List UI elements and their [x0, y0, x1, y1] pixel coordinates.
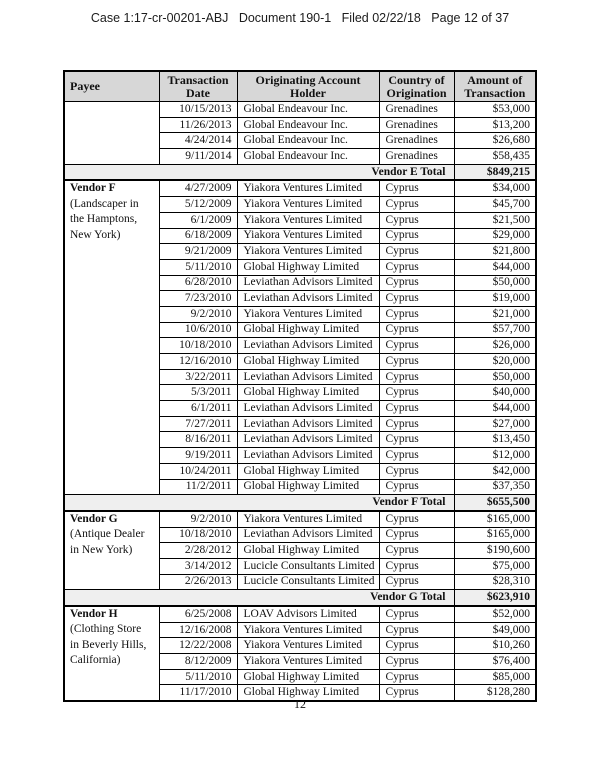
country-cell: Cyprus	[379, 244, 454, 260]
amount-cell: $37,350	[454, 479, 536, 495]
column-header-line: Amount of	[467, 73, 523, 87]
country-cell: Cyprus	[379, 448, 454, 464]
transaction-date-cell: 2/26/2013	[159, 574, 237, 590]
column-header	[379, 71, 454, 102]
table-header-row	[64, 71, 536, 102]
account-holder-cell: Leviathan Advisors Limited	[237, 275, 379, 291]
vendor-total-amount: $655,500	[454, 495, 536, 511]
payee-description-line: (Antique Dealer	[70, 528, 145, 541]
transaction-date-cell: 11/2/2011	[159, 479, 237, 495]
country-cell: Cyprus	[379, 291, 454, 307]
amount-cell: $52,000	[454, 606, 536, 622]
payee-cell	[64, 180, 159, 494]
country-cell: Cyprus	[379, 574, 454, 590]
amount-cell: $28,310	[454, 574, 536, 590]
account-holder-cell: Yiakora Ventures Limited	[237, 511, 379, 527]
account-holder-cell: Leviathan Advisors Limited	[237, 291, 379, 307]
vendor-total-row	[64, 590, 536, 606]
country-cell: Cyprus	[379, 197, 454, 213]
vendor-total-label: Vendor G Total	[64, 590, 454, 606]
amount-cell: $85,000	[454, 669, 536, 685]
transaction-date-cell: 12/16/2010	[159, 354, 237, 370]
amount-cell: $19,000	[454, 291, 536, 307]
account-holder-cell: Lucicle Consultants Limited	[237, 574, 379, 590]
transaction-date-cell: 4/24/2014	[159, 133, 237, 149]
column-header-line: Payee	[70, 79, 100, 94]
country-cell: Cyprus	[379, 606, 454, 622]
amount-cell: $21,500	[454, 212, 536, 228]
table-row	[64, 606, 536, 622]
account-holder-cell: Leviathan Advisors Limited	[237, 369, 379, 385]
country-cell: Grenadines	[379, 117, 454, 133]
table-row	[64, 511, 536, 527]
transaction-date-cell: 7/23/2010	[159, 291, 237, 307]
account-holder-cell: Leviathan Advisors Limited	[237, 401, 379, 417]
payee-cell	[64, 606, 159, 701]
country-cell: Cyprus	[379, 669, 454, 685]
account-holder-cell: Yiakora Ventures Limited	[237, 622, 379, 638]
table-row	[64, 102, 536, 118]
country-cell: Cyprus	[379, 511, 454, 527]
account-holder-cell: Global Highway Limited	[237, 322, 379, 338]
amount-cell: $27,000	[454, 416, 536, 432]
transaction-date-cell: 7/27/2011	[159, 416, 237, 432]
account-holder-cell: Yiakora Ventures Limited	[237, 638, 379, 654]
transaction-date-cell: 11/17/2010	[159, 685, 237, 701]
country-cell: Grenadines	[379, 102, 454, 118]
amount-cell: $50,000	[454, 275, 536, 291]
table-row	[64, 180, 536, 196]
transaction-date-cell: 12/16/2008	[159, 622, 237, 638]
amount-cell: $165,000	[454, 527, 536, 543]
transaction-date-cell: 6/28/2010	[159, 275, 237, 291]
column-header	[159, 71, 237, 102]
column-header-line: Origination	[386, 85, 447, 100]
amount-cell: $49,000	[454, 622, 536, 638]
amount-cell: $57,700	[454, 322, 536, 338]
country-cell: Cyprus	[379, 180, 454, 196]
country-cell: Cyprus	[379, 228, 454, 244]
payee-description-line: in Beverly Hills,	[70, 638, 147, 651]
country-cell: Cyprus	[379, 354, 454, 370]
amount-cell: $44,000	[454, 259, 536, 275]
amount-cell: $13,450	[454, 432, 536, 448]
transaction-date-cell: 8/12/2009	[159, 654, 237, 670]
transaction-date-cell: 9/2/2010	[159, 306, 237, 322]
amount-cell: $58,435	[454, 149, 536, 165]
transaction-date-cell: 10/6/2010	[159, 322, 237, 338]
account-holder-cell: Global Endeavour Inc.	[237, 149, 379, 165]
account-holder-cell: Global Endeavour Inc.	[237, 117, 379, 133]
account-holder-cell: Global Endeavour Inc.	[237, 133, 379, 149]
transaction-date-cell: 11/26/2013	[159, 117, 237, 133]
transaction-date-cell: 10/18/2010	[159, 527, 237, 543]
payee-description-line: New York)	[70, 228, 121, 241]
account-holder-cell: Yiakora Ventures Limited	[237, 180, 379, 196]
transaction-date-cell: 5/11/2010	[159, 259, 237, 275]
account-holder-cell: Global Highway Limited	[237, 354, 379, 370]
vendor-total-label: Vendor F Total	[64, 495, 454, 511]
vendor-total-label: Vendor E Total	[64, 164, 454, 180]
column-header-line: Country of	[388, 73, 445, 87]
transaction-date-cell: 6/1/2011	[159, 401, 237, 417]
amount-cell: $12,000	[454, 448, 536, 464]
table-body	[64, 102, 536, 702]
column-header-line: Originating Account	[255, 73, 361, 87]
account-holder-cell: Yiakora Ventures Limited	[237, 212, 379, 228]
country-cell: Cyprus	[379, 212, 454, 228]
column-header-line: Transaction	[464, 85, 526, 100]
account-holder-cell: Global Highway Limited	[237, 685, 379, 701]
amount-cell: $26,000	[454, 338, 536, 354]
payee-description-line: (Landscaper in	[70, 197, 139, 210]
account-holder-cell: Yiakora Ventures Limited	[237, 244, 379, 260]
account-holder-cell: Leviathan Advisors Limited	[237, 448, 379, 464]
amount-cell: $53,000	[454, 102, 536, 118]
account-holder-cell: Global Highway Limited	[237, 463, 379, 479]
amount-cell: $165,000	[454, 511, 536, 527]
payee-description-line: in New York)	[70, 543, 133, 556]
payee-description-line: (Clothing Store	[70, 623, 142, 636]
transaction-date-cell: 10/18/2010	[159, 338, 237, 354]
amount-cell: $40,000	[454, 385, 536, 401]
column-header-line: Holder	[290, 85, 326, 100]
page-number: 12	[294, 697, 306, 711]
case-caption: Case 1:17-cr-00201-ABJ Document 190-1 Filed 02/22/18 Page 12 of 37	[90, 11, 510, 25]
account-holder-cell: Lucicle Consultants Limited	[237, 558, 379, 574]
country-cell: Cyprus	[379, 275, 454, 291]
country-cell: Grenadines	[379, 133, 454, 149]
account-holder-cell: Yiakora Ventures Limited	[237, 228, 379, 244]
account-holder-cell: Global Highway Limited	[237, 259, 379, 275]
transaction-date-cell: 5/11/2010	[159, 669, 237, 685]
country-cell: Cyprus	[379, 432, 454, 448]
amount-cell: $76,400	[454, 654, 536, 670]
country-cell: Cyprus	[379, 401, 454, 417]
transaction-date-cell: 3/22/2011	[159, 369, 237, 385]
payee-cell	[64, 102, 159, 165]
column-header	[237, 71, 379, 102]
transaction-date-cell: 9/19/2011	[159, 448, 237, 464]
transaction-date-cell: 5/3/2011	[159, 385, 237, 401]
amount-cell: $50,000	[454, 369, 536, 385]
country-cell: Cyprus	[379, 558, 454, 574]
account-holder-cell: Leviathan Advisors Limited	[237, 338, 379, 354]
amount-cell: $13,200	[454, 117, 536, 133]
amount-cell: $29,000	[454, 228, 536, 244]
country-cell: Cyprus	[379, 416, 454, 432]
transaction-date-cell: 5/12/2009	[159, 197, 237, 213]
vendor-total-row	[64, 164, 536, 180]
transaction-date-cell: 3/14/2012	[159, 558, 237, 574]
amount-cell: $21,800	[454, 244, 536, 260]
transaction-date-cell: 9/21/2009	[159, 244, 237, 260]
account-holder-cell: Global Highway Limited	[237, 543, 379, 559]
account-holder-cell: Global Highway Limited	[237, 479, 379, 495]
column-header	[454, 71, 536, 102]
country-cell: Cyprus	[379, 322, 454, 338]
transaction-date-cell: 10/15/2013	[159, 102, 237, 118]
amount-cell: $44,000	[454, 401, 536, 417]
amount-cell: $10,260	[454, 638, 536, 654]
account-holder-cell: Yiakora Ventures Limited	[237, 654, 379, 670]
country-cell: Cyprus	[379, 369, 454, 385]
column-header-line: Date	[186, 85, 210, 100]
account-holder-cell: Leviathan Advisors Limited	[237, 527, 379, 543]
transaction-date-cell: 6/1/2009	[159, 212, 237, 228]
payee-description-line: California)	[70, 654, 121, 667]
transaction-date-cell: 6/18/2009	[159, 228, 237, 244]
country-cell: Cyprus	[379, 259, 454, 275]
country-cell: Cyprus	[379, 385, 454, 401]
country-cell: Cyprus	[379, 654, 454, 670]
vendor-total-amount: $849,215	[454, 164, 536, 180]
transaction-date-cell: 4/27/2009	[159, 180, 237, 196]
vendor-total-amount: $623,910	[454, 590, 536, 606]
country-cell: Cyprus	[379, 463, 454, 479]
column-header	[64, 71, 159, 102]
amount-cell: $21,000	[454, 306, 536, 322]
amount-cell: $34,000	[454, 180, 536, 196]
account-holder-cell: Global Highway Limited	[237, 669, 379, 685]
vendor-name: Vendor F	[70, 182, 116, 195]
country-cell: Cyprus	[379, 685, 454, 701]
payee-cell	[64, 511, 159, 590]
amount-cell: $20,000	[454, 354, 536, 370]
account-holder-cell: Global Endeavour Inc.	[237, 102, 379, 118]
transactions-table	[63, 70, 537, 702]
vendor-name: Vendor G	[70, 512, 118, 525]
country-cell: Cyprus	[379, 527, 454, 543]
transaction-date-cell: 10/24/2011	[159, 463, 237, 479]
transaction-date-cell: 8/16/2011	[159, 432, 237, 448]
amount-cell: $75,000	[454, 558, 536, 574]
transaction-date-cell: 2/28/2012	[159, 543, 237, 559]
amount-cell: $45,700	[454, 197, 536, 213]
account-holder-cell: Global Highway Limited	[237, 385, 379, 401]
transaction-date-cell: 6/25/2008	[159, 606, 237, 622]
transaction-date-cell: 9/11/2014	[159, 149, 237, 165]
country-cell: Grenadines	[379, 149, 454, 165]
country-cell: Cyprus	[379, 543, 454, 559]
account-holder-cell: LOAV Advisors Limited	[237, 606, 379, 622]
amount-cell: $42,000	[454, 463, 536, 479]
country-cell: Cyprus	[379, 306, 454, 322]
country-cell: Cyprus	[379, 622, 454, 638]
vendor-total-row	[64, 495, 536, 511]
country-cell: Cyprus	[379, 338, 454, 354]
account-holder-cell: Yiakora Ventures Limited	[237, 306, 379, 322]
vendor-name: Vendor H	[70, 608, 118, 620]
account-holder-cell: Yiakora Ventures Limited	[237, 197, 379, 213]
country-cell: Cyprus	[379, 638, 454, 654]
country-cell: Cyprus	[379, 479, 454, 495]
table-header	[64, 71, 536, 102]
transaction-date-cell: 9/2/2010	[159, 511, 237, 527]
amount-cell: $128,280	[454, 685, 536, 701]
amount-cell: $190,600	[454, 543, 536, 559]
amount-cell: $26,680	[454, 133, 536, 149]
column-header-line: Transaction	[167, 73, 229, 87]
transaction-date-cell: 12/22/2008	[159, 638, 237, 654]
account-holder-cell: Leviathan Advisors Limited	[237, 416, 379, 432]
payee-description-line: the Hamptons,	[70, 213, 138, 226]
account-holder-cell: Leviathan Advisors Limited	[237, 432, 379, 448]
